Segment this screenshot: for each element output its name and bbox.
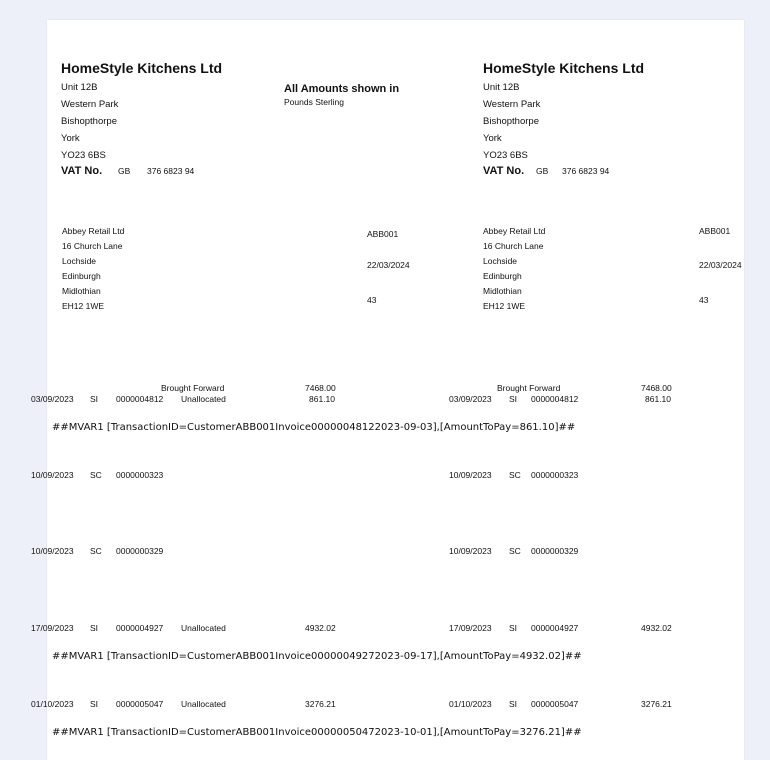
txn-type: SI xyxy=(90,699,99,709)
txn-status: Unallocated xyxy=(181,699,226,709)
company-name: HomeStyle Kitchens Ltd xyxy=(483,60,645,76)
txn-amount: 3276.21 xyxy=(641,699,672,709)
mvar-tag: ##MVAR1 [TransactionID=CustomerABB001Invoice00000049272023-09-17],[AmountToPay=4932.02]## xyxy=(52,651,582,662)
txn-type: SI xyxy=(90,623,99,633)
company-address-line: YO23 6BS xyxy=(483,150,528,161)
txn-amount: 4932.02 xyxy=(641,623,672,633)
txn-ref: 0000004812 xyxy=(116,394,164,404)
txn-type: SI xyxy=(509,623,518,633)
customer-address-line: Edinburgh xyxy=(483,271,522,281)
company-address-line: Bishopthorpe xyxy=(483,116,539,127)
customer-address-line: Edinburgh xyxy=(62,271,101,281)
txn-ref: 0000000329 xyxy=(531,546,579,556)
txn-amount: 861.10 xyxy=(309,394,335,404)
amounts-note-currency: Pounds Sterling xyxy=(284,97,345,107)
account-ref: ABB001 xyxy=(367,229,399,239)
txn-ref: 0000004812 xyxy=(531,394,579,404)
txn-ref: 0000000329 xyxy=(116,546,164,556)
txn-date: 10/09/2023 xyxy=(449,546,492,556)
brought-forward-amount: 7468.00 xyxy=(641,383,672,393)
account-ref: ABB001 xyxy=(699,226,731,236)
vat-country: GB xyxy=(536,166,549,176)
brought-forward-label: Brought Forward xyxy=(497,383,561,393)
customer-address-line: Lochside xyxy=(483,256,518,266)
company-address-line: York xyxy=(483,133,502,144)
statement-page xyxy=(31,20,744,760)
amounts-note-title: All Amounts shown in xyxy=(284,83,400,95)
txn-type: SI xyxy=(90,394,99,404)
customer-address-line: Midlothian xyxy=(483,286,522,296)
txn-date: 01/10/2023 xyxy=(31,699,74,709)
txn-type: SC xyxy=(90,546,102,556)
txn-ref: 0000005047 xyxy=(531,699,579,709)
company-name: HomeStyle Kitchens Ltd xyxy=(61,60,223,76)
page-number: 43 xyxy=(367,295,377,305)
txn-date: 03/09/2023 xyxy=(449,394,492,404)
vat-number: 376 6823 94 xyxy=(562,166,610,176)
brought-forward-label: Brought Forward xyxy=(161,383,225,393)
company-address-line: York xyxy=(61,133,80,144)
company-address-line: Western Park xyxy=(61,99,119,110)
company-address-line: YO23 6BS xyxy=(61,150,106,161)
mvar-tag: ##MVAR1 [TransactionID=CustomerABB001Invoice00000050472023-10-01],[AmountToPay=3276.21]## xyxy=(52,727,582,738)
vat-country: GB xyxy=(118,166,131,176)
txn-type: SI xyxy=(509,699,518,709)
customer-address-line: EH12 1WE xyxy=(62,301,105,311)
txn-ref: 0000005047 xyxy=(116,699,164,709)
txn-date: 10/09/2023 xyxy=(31,546,74,556)
txn-date: 10/09/2023 xyxy=(31,470,74,480)
company-address-line: Bishopthorpe xyxy=(61,116,117,127)
txn-amount: 4932.02 xyxy=(305,623,336,633)
txn-type: SC xyxy=(509,546,521,556)
customer-address-line: 16 Church Lane xyxy=(483,241,544,251)
statement-date: 22/03/2024 xyxy=(699,260,742,270)
txn-status: Unallocated xyxy=(181,394,226,404)
customer-address-line: 16 Church Lane xyxy=(62,241,123,251)
customer-address-line: Lochside xyxy=(62,256,97,266)
txn-status: Unallocated xyxy=(181,623,226,633)
vat-number: 376 6823 94 xyxy=(147,166,195,176)
txn-ref: 0000004927 xyxy=(116,623,164,633)
mvar-tag: ##MVAR1 [TransactionID=CustomerABB001Invoice00000048122023-09-03],[AmountToPay=861.10]## xyxy=(52,422,576,433)
txn-amount: 861.10 xyxy=(645,394,671,404)
brought-forward-amount: 7468.00 xyxy=(305,383,336,393)
txn-type: SI xyxy=(509,394,518,404)
txn-date: 10/09/2023 xyxy=(449,470,492,480)
txn-date: 03/09/2023 xyxy=(31,394,74,404)
txn-date: 01/10/2023 xyxy=(449,699,492,709)
vat-label: VAT No. xyxy=(483,165,525,177)
txn-amount: 3276.21 xyxy=(305,699,336,709)
company-address-line: Unit 12B xyxy=(61,82,98,93)
vat-label: VAT No. xyxy=(61,165,103,177)
company-address-line: Unit 12B xyxy=(483,82,520,93)
customer-address-line: Abbey Retail Ltd xyxy=(62,226,125,236)
statement-date: 22/03/2024 xyxy=(367,260,410,270)
txn-ref: 0000000323 xyxy=(116,470,164,480)
customer-address-line: Midlothian xyxy=(62,286,101,296)
txn-type: SC xyxy=(90,470,102,480)
customer-address-line: EH12 1WE xyxy=(483,301,526,311)
company-address-line: Western Park xyxy=(483,99,541,110)
txn-date: 17/09/2023 xyxy=(31,623,74,633)
txn-type: SC xyxy=(509,470,521,480)
txn-ref: 0000000323 xyxy=(531,470,579,480)
txn-ref: 0000004927 xyxy=(531,623,579,633)
customer-address-line: Abbey Retail Ltd xyxy=(483,226,546,236)
txn-date: 17/09/2023 xyxy=(449,623,492,633)
page-number: 43 xyxy=(699,295,709,305)
